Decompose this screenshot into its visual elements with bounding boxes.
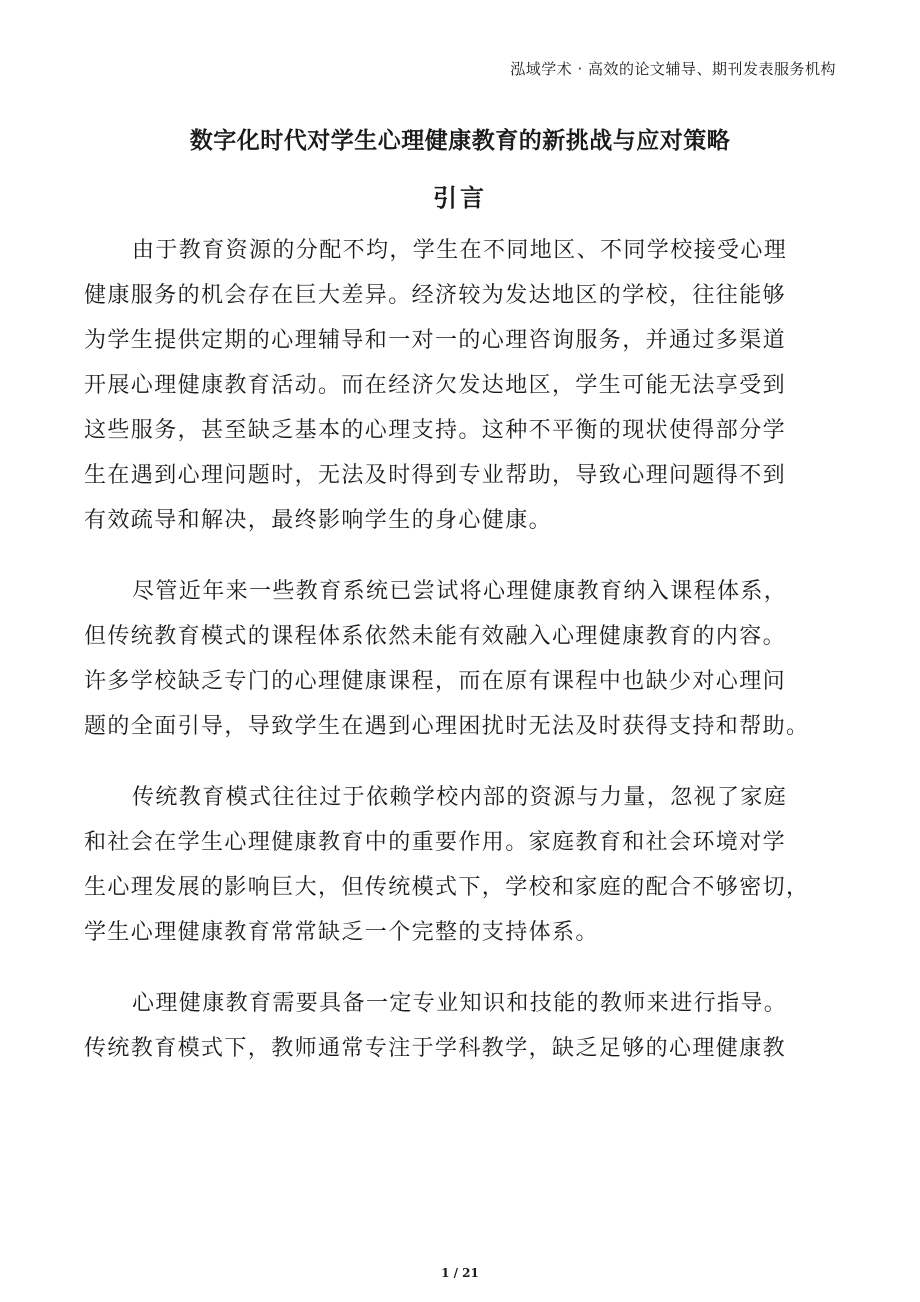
paragraph-3 — [84, 775, 844, 955]
text-line: 健康服务的机会存在巨大差异。经济较为发达地区的学校，往往能够 — [84, 283, 787, 308]
paragraph-4 — [84, 981, 844, 1071]
text-line: 但传统教育模式的课程体系依然未能有效融入心理健康教育的内容。 — [84, 624, 787, 649]
text-line: 为学生提供定期的心理辅导和一对一的心理咨询服务，并通过多渠道 — [84, 328, 787, 353]
document-body — [84, 228, 844, 1097]
text-line: 学生心理健康教育常常缺乏一个完整的支持体系。 — [84, 920, 599, 945]
text-line: 有效疏导和解决，最终影响学生的身心健康。 — [84, 508, 553, 533]
text-line: 生心理发展的影响巨大，但传统模式下，学校和家庭的配合不够密切， — [84, 875, 810, 900]
header-note: 泓域学术 · 高效的论文辅导、期刊发表服务机构 — [510, 60, 836, 78]
page-number: 1 / 21 — [441, 1266, 479, 1280]
text-line: 由于教育资源的分配不均，学生在不同地区、不同学校接受心理 — [132, 238, 788, 263]
text-line: 传统教育模式往往过于依赖学校内部的资源与力量，忽视了家庭 — [132, 785, 788, 810]
text-line: 生在遇到心理问题时，无法及时得到专业帮助，导致心理问题得不到 — [84, 463, 787, 488]
paragraph-2 — [84, 569, 844, 749]
text-line: 题的全面引导，导致学生在遇到心理困扰时无法及时获得支持和帮助。 — [84, 714, 810, 739]
document-title: 数字化时代对学生心理健康教育的新挑战与应对策略 — [189, 128, 731, 154]
text-line: 这些服务，甚至缺乏基本的心理支持。这种不平衡的现状使得部分学 — [84, 418, 787, 443]
text-line: 许多学校缺乏专门的心理健康课程，而在原有课程中也缺少对心理问 — [84, 669, 787, 694]
text-line: 传统教育模式下，教师通常专注于学科教学，缺乏足够的心理健康教 — [84, 1036, 787, 1061]
text-line: 尽管近年来一些教育系统已尝试将心理健康教育纳入课程体系， — [132, 579, 788, 604]
text-line: 心理健康教育需要具备一定专业知识和技能的教师来进行指导。 — [132, 991, 788, 1016]
text-line: 开展心理健康教育活动。而在经济欠发达地区，学生可能无法享受到 — [84, 373, 787, 398]
paragraph-1 — [84, 228, 844, 543]
text-line: 和社会在学生心理健康教育中的重要作用。家庭教育和社会环境对学 — [84, 830, 787, 855]
section-heading: 引言 — [433, 184, 487, 212]
